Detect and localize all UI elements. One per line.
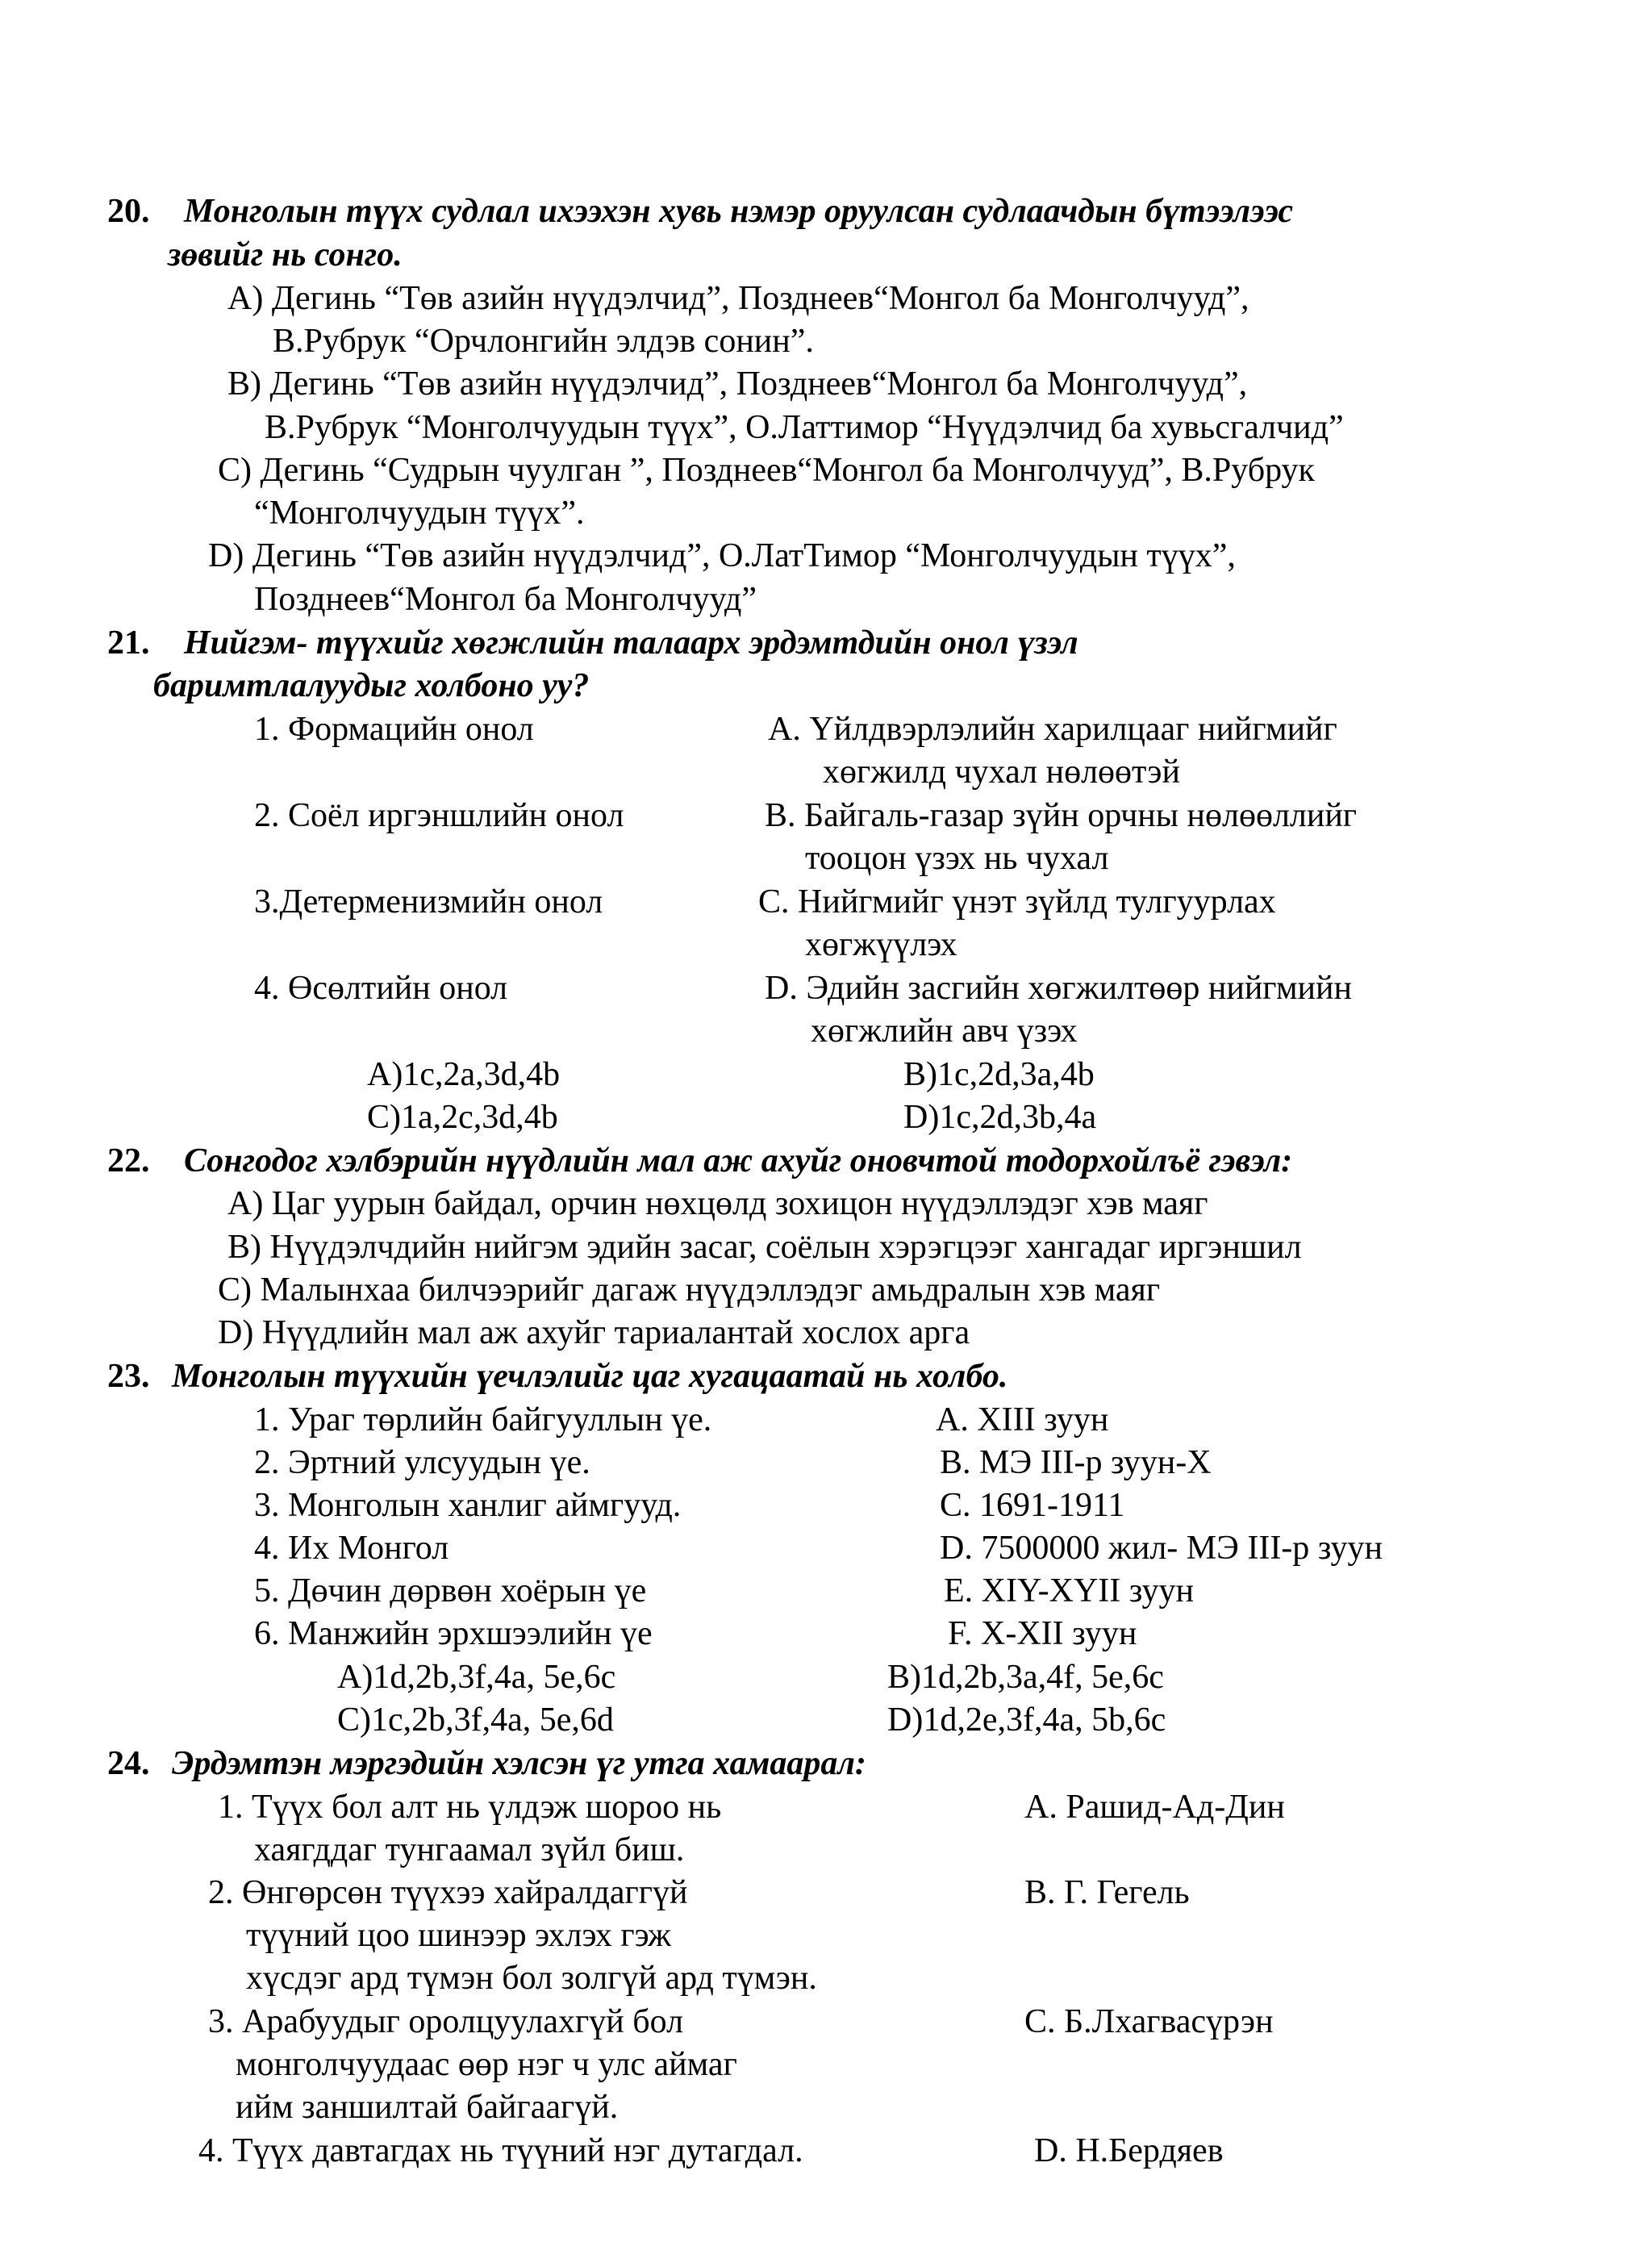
q24-left-4: 4. Түүх давтагдах нь түүний нэг дутагдал.: [198, 2132, 803, 2169]
q23-right-c: C. 1691-1911: [940, 1487, 1125, 1524]
q21-answer-a: A)1c,2a,3d,4b: [367, 1056, 561, 1093]
q21-left-4: 4. Өсөлтийн онол: [254, 970, 508, 1007]
q21-prompt-line2: баримтлалуудыг холбоно уу?: [153, 667, 590, 704]
q24-left-1-line1: 1. Түүх бол алт нь үлдэж шороо нь: [218, 1789, 722, 1826]
q23-answer-c: C)1c,2b,3f,4a, 5e,6d: [337, 1701, 614, 1739]
q22-option-d: D) Нүүдлийн мал аж ахуйг тариалантай хослох арга: [218, 1314, 970, 1351]
q23-right-a: A. XIII зуун: [936, 1401, 1109, 1438]
q20-option-b-line2: В.Рубрук “Монголчуудын түүх”, О.Латтимор “Нүүдэлчид ба хувьсгалчид”: [265, 409, 1344, 446]
q23-left-4: 4. Их Монгол: [254, 1530, 449, 1567]
q20-option-c-line1: C) Дегинь “Судрын чуулган ”, Позднеев“Монгол ба Монголчууд”, В.Рубрук: [218, 452, 1315, 489]
q21-answer-b: B)1c,2d,3a,4b: [903, 1056, 1095, 1093]
q23-answer-d: D)1d,2e,3f,4a, 5b,6c: [887, 1701, 1166, 1739]
q24-left-3-line3: ийм заншилтай байгаагүй.: [236, 2089, 619, 2126]
q21-right-c-line1: C. Нийгмийг үнэт зүйлд тулгуурлах: [758, 883, 1276, 921]
q21-right-a-line1: A. Үйлдвэрлэлийн харилцааг нийгмийг: [768, 711, 1337, 748]
q21-right-b-line1: B. Байгаль-газар зүйн орчны нөлөөллийг: [765, 797, 1358, 834]
q22-option-b: B) Нүүдэлчдийн нийгэм эдийн засаг, соёлын хэрэгцээг хангадаг иргэншил: [227, 1229, 1302, 1266]
q23-answer-b: B)1d,2b,3a,4f, 5e,6c: [887, 1659, 1164, 1696]
q20-option-d-line1: D) Дегинь “Төв азийн нүүдэлчид”, О.ЛатТимор “Монголчуудын түүх”,: [208, 537, 1236, 574]
q21-left-3: 3.Детерменизмийн онол: [254, 883, 603, 921]
q23-left-3: 3. Монголын ханлиг аймгууд.: [254, 1487, 682, 1524]
q20-prompt-line1: Монголын түүх судлал ихээхэн хувь нэмэр оруулсан судлаачдын бүтээлээс: [184, 193, 1294, 230]
q24-left-3-line2: монголчуудаас өөр нэг ч улс аймаг: [236, 2046, 737, 2083]
q24-right-a: A. Рашид-Ад-Дин: [1024, 1789, 1285, 1826]
q24-right-c: C. Б.Лхагвасүрэн: [1024, 2003, 1274, 2040]
q23-left-1: 1. Ураг төрлийн байгууллын үе.: [254, 1401, 712, 1438]
q24-right-b: B. Г. Гегель: [1024, 1874, 1190, 1911]
q23-right-b: B. МЭ III-р зуун-X: [940, 1444, 1212, 1481]
q24-prompt: Эрдэмтэн мэргэдийн хэлсэн үг утга хамаарал:: [172, 1745, 866, 1782]
q23-right-f: F. X-XII зуун: [948, 1615, 1137, 1652]
q22-number: 22.: [107, 1142, 150, 1179]
q20-option-a-line1: A) Дегинь “Төв азийн нүүдэлчид”, Позднеев“Монгол ба Монголчууд”,: [227, 280, 1249, 317]
q23-answer-a: A)1d,2b,3f,4a, 5e,6c: [337, 1659, 616, 1696]
q23-left-6: 6. Манжийн эрхшээлийн үе: [254, 1615, 653, 1652]
q24-left-1-line2: хаягддаг тунгаамал зүйл биш.: [254, 1831, 685, 1868]
q20-prompt-line2: зөвийг нь сонго.: [168, 236, 403, 273]
q21-number: 21.: [107, 624, 150, 662]
q23-number: 23.: [107, 1358, 150, 1395]
q24-number: 24.: [107, 1745, 150, 1782]
q21-left-2: 2. Соёл иргэншлийн онол: [254, 797, 624, 834]
q23-left-5: 5. Дөчин дөрвөн хоёрын үе: [254, 1572, 647, 1609]
q21-left-1: 1. Формацийн онол: [254, 711, 534, 748]
q23-right-e: E. XIY-XYII зуун: [944, 1572, 1194, 1609]
q21-right-d-line2: хөгжлийн авч үзэх: [811, 1012, 1078, 1050]
q23-left-2: 2. Эртний улсуудын үе.: [254, 1444, 590, 1481]
q21-right-a-line2: хөгжилд чухал нөлөөтэй: [823, 754, 1180, 791]
q21-right-c-line2: хөгжүүлэх: [805, 926, 957, 963]
q20-option-d-line2: Позднеев“Монгол ба Монголчууд”: [254, 581, 757, 618]
q23-prompt: Монголын түүхийн үечлэлийг цаг хугацаатай нь холбо.: [172, 1358, 1008, 1395]
q20-option-b-line1: B) Дегинь “Төв азийн нүүдэлчид”, Позднеев“Монгол ба Монголчууд”,: [227, 365, 1248, 403]
q22-prompt: Сонгодог хэлбэрийн нүүдлийн мал аж ахуйг оновчтой тодорхойлъё гэвэл:: [184, 1142, 1293, 1179]
q21-prompt-line1: Нийгэм- түүхийг хөгжлийн талаарх эрдэмтдийн онол үзэл: [184, 624, 1078, 662]
q23-right-d: D. 7500000 жил- МЭ III-р зуун: [940, 1530, 1383, 1567]
q21-right-b-line2: тооцон үзэх нь чухал: [805, 840, 1109, 877]
q20-option-c-line2: “Монголчуудын түүх”.: [254, 495, 585, 532]
q24-right-d: D. Н.Бердяев: [1034, 2132, 1224, 2169]
q22-option-c: C) Малынхаа билчээрийг дагаж нүүдэллэдэг амьдралын хэв маяг: [218, 1271, 1161, 1309]
q20-option-a-line2: В.Рубрук “Орчлонгийн элдэв сонин”.: [273, 323, 814, 360]
q24-left-2-line2: түүний цоо шинээр эхлэх гэж: [246, 1917, 672, 1954]
q21-answer-c: C)1a,2c,3d,4b: [367, 1099, 558, 1136]
q20-number: 20.: [107, 193, 150, 230]
q21-right-d-line1: D. Эдийн засгийн хөгжилтөөр нийгмийн: [765, 970, 1352, 1007]
q24-left-2-line1: 2. Өнгөрсөн түүхээ хайралдаггүй: [208, 1874, 688, 1911]
q24-left-2-line3: хүсдэг ард түмэн бол золгүй ард түмэн.: [246, 1960, 817, 1997]
q22-option-a: A) Цаг уурын байдал, орчин нөхцөлд зохицон нүүдэллэдэг хэв маяг: [227, 1185, 1208, 1222]
q21-answer-d: D)1c,2d,3b,4a: [903, 1099, 1097, 1136]
q24-left-3-line1: 3. Арабуудыг оролцуулахгүй бол: [208, 2003, 684, 2040]
